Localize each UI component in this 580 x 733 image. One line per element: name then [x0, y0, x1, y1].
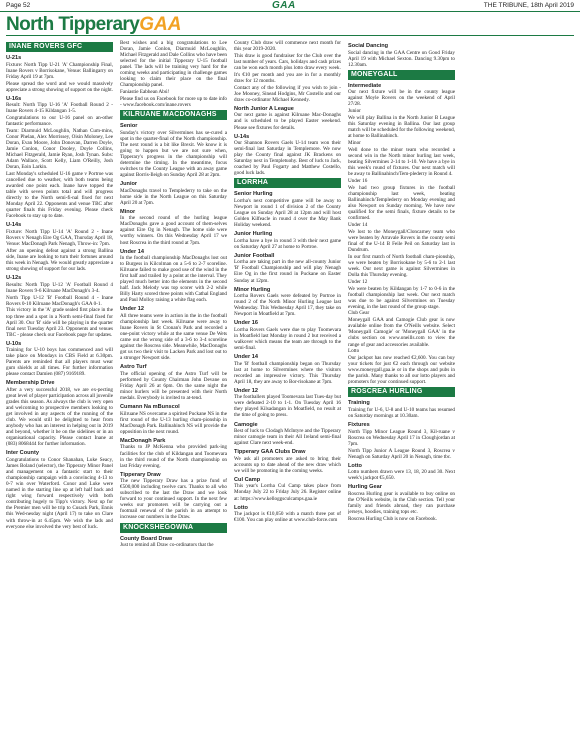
section-label: GAA — [272, 0, 296, 11]
article-paragraph: Training for U-10 boys has commenced and will take place on Mondays in CBS Field at 6.30pm. Parents are reminded that all players must wear gum shields at all times. For further information please contact Damien (087) 9169189. — [6, 347, 113, 378]
subheading: U-16s — [6, 95, 22, 102]
subheading: Camogie — [234, 421, 258, 428]
article-paragraph: Best of luck to Clodagh McIntyre and the Tipperary minor camogie team in their All Ireland semi-final against Clare next week-end. — [234, 428, 341, 447]
subheading: Under 14 — [120, 248, 144, 255]
article-paragraph: The jackpot is €10,050 with a match three pot of €100. You can play online at www.club-force.com — [234, 511, 341, 524]
subheading: Lotto — [234, 504, 248, 511]
article-paragraph: Sunday's victory over Silvermines has se-cured a spot in the quarter-final of the North championship. The next round is a bit like Brexit. We know it is going to happen but we are not sure when, Tipperary's progress in the championship will determine the timing. In the meantime, focus switches to the County League with an away game against Borris-Ileigh on Sunday April 28 at 2pm. — [120, 129, 227, 179]
article-paragraph: North Tipp Minor League Round 3, Kil-ruane v Roscrea on Wednesday April 17 in Cloughjordan at 7pm. — [348, 428, 455, 447]
article-paragraph: The 'B' football championship began on Thursday last at home to Silvermines where the visitors recorded an impressive victory. This Thursday April 18, they are away to Bor-risokane at 7pm. — [234, 360, 341, 385]
article-paragraph: After an opening defeat against a strong Ballina side, Inane are looking to turn their fortunes around this week in Nenagh. We would greatly appreciate a strong showing of support for our lads. — [6, 247, 113, 273]
article-paragraph: It's €10 per month and you are in for a monthly draw for 12 months. — [234, 71, 341, 84]
article-paragraph: Lotto numbers drawn were 13, 18, 20 and 30. Next week's jackpot €5,650. — [348, 469, 455, 482]
subheading: Astro Turf — [120, 364, 147, 371]
article-paragraph: Please spread the word and we would massively appreciate a strong showing of support on the night. — [6, 80, 113, 93]
article-paragraph: MacDonaghs travel to Templederry to take on the home side in the North League on this Saturday April 20 at 7pm. — [120, 187, 227, 206]
page-title — [6, 14, 574, 36]
article-paragraph: Lotto — [348, 348, 360, 355]
subheading: Minor — [120, 208, 136, 215]
news-column-1 — [6, 40, 113, 730]
news-column-3 — [234, 40, 341, 730]
news-column-4 — [348, 40, 455, 730]
news-column-2 — [120, 40, 227, 730]
page-title-main: North Tipperary — [6, 14, 140, 35]
page-header-bar — [0, 0, 580, 12]
club-section-heading: ROSCREA HURLING — [348, 387, 455, 397]
subheading: Cul Camp — [234, 476, 261, 483]
article-paragraph: Our next fixture will be in the county league against Moyle Rovers on the weekend of April 27/28. — [348, 89, 455, 108]
article-paragraph: Kilruane NS overcame a spirited Puckane NS in the first round of the U-13 hurling cham-pionship in MacDonagh Park. Ballinahinch NS will provide the opposition in the next round. — [120, 410, 227, 435]
article-paragraph: Social dancing in the GAA Centre on Good Friday April 19 with Michael Sexton. Dancing 9.30pm to 12.30am. — [348, 49, 455, 68]
article-paragraph: The official opening of the Astro Turf will be performed by County Chairman John Devane on Friday April 26 at 6pm. On the same night the minor hurlers will be presented with their North medals. Everybody is invited to at-tend. — [120, 370, 227, 402]
subheading: Hurling Gear — [348, 484, 382, 491]
article-paragraph: Lorrha have a bye in round 3 with their next game on Saturday April 27 at home to Portroe. — [234, 237, 341, 250]
article-paragraph: Faniastie Eabhean Abú! — [120, 89, 170, 96]
subheading: U-14s — [234, 133, 250, 140]
article-paragraph: Lorrha are taking part in the new all-county Junior 'B' Football Championship and will play Nenagh Eire Og in the first round in Puckane on Easter Sunday at 12pm. — [234, 259, 341, 284]
subheading: Under 12 — [120, 306, 144, 313]
article-paragraph: Congratulations to our U-16 panel on an-other fantastic performance. — [6, 115, 113, 128]
article-paragraph: The new Tipperary Draw has a prize fund of €500,000 including twelve cars. Thanks to all who subscribed to the last the Draw and we look forward to your continued support. In the next few weeks our promoters will be carrying out a footmail renewal of the parish in an attempt to increase our numbers in the Draw. — [120, 478, 227, 521]
subheading: Tipperary Draw — [120, 471, 161, 478]
club-section-heading: KNOCKSHEGOWNA — [120, 523, 227, 533]
subheading: Cumann Na mBunscol — [120, 404, 180, 411]
article-paragraph: We ask all promoters are asked to bring their accounts up to date ahead of the new draw which we will be promoting in the coming weeks. — [234, 455, 341, 474]
article-paragraph: Well done to the minor team who recorded a second win in the North minor hurling last week, beating Silvermines 2-14 to 1-10. We have a bye in this week's round of fixtures. Our next match will be away to Ballinahinch/Tem-plederry in Round 4. — [348, 146, 455, 178]
article-paragraph: Result: North Tipp U-16 'A' Football Round 2 - Inane Rovers 4-15 Kildangan 1-5. — [6, 102, 113, 115]
subheading: U-12s — [6, 275, 22, 282]
article-paragraph: Lorrha's next competitive game will be away to Newport in round 1 of division 2 of the County League on Sunday April 28 at 12pm and will host Golden Kilfeacle in round 4 over the May Bank Holiday weekend. — [234, 197, 341, 229]
article-paragraph: This year's Lorrha Cul Camp takes place from Monday July 22 to Friday July 26. Register online at: https://www.kelloggsculcamps.gaa.ie — [234, 483, 341, 502]
article-paragraph: County Club draw will commence next month for this year 2019-2020. — [234, 40, 341, 53]
article-paragraph: We will play Ballina in the North Junior B League this Saturday evening in Ballina. Our last group match will be scheduled for the following weekend, at home to Ballinahinch. — [348, 115, 455, 140]
article-paragraph: All three teams were in action in the in the football championship last week. Kilruane were away to Inane Rovers in St Cronan's Park and recorded a one-point victory while at the same venue De Wets came out the wrong side of a 3-6 to 3-4 scoreline against the Roscrea side. Meanwhile, MacDonaghs got us two their visit to Lacken Park and lost out to a stronger Newport side. — [120, 313, 227, 362]
page-title-accent: GAA — [139, 14, 182, 35]
article-paragraph: In the second round of the hurling league MacDonaghs gave a good account of them-selves against Eire Og in Nenagh. The home side were worthy winners. On this Wednesday April 17 we host Roscrea in the third round at 7pm. — [120, 215, 227, 246]
article-paragraph: The footballers played Toomevara last Tues-day but were defeated 2-10 to 1-1. On Tuesday April 16 they played Kilsadangan in Moatfield, no result at the time of going to press. — [234, 394, 341, 419]
club-section-heading: INANE ROVERS GFC — [6, 42, 113, 52]
article-paragraph: Club Gear — [348, 310, 370, 317]
article-paragraph: This draw is good fundraiser for the Club over the last number of years. Cars, holidays and cash prizes can be won each month plus lotto draw every week. — [234, 52, 341, 71]
subheading: Senior — [120, 123, 138, 130]
subheading: Social Dancing — [348, 43, 389, 49]
article-paragraph: In our first match of North football cham-pionship, we were beaten by Borrisokane by 5-6 to 2-1 last week. Our next game is against Silvermines in Dolla this Thursday evening. — [348, 253, 455, 278]
subheading: Under 16 — [234, 320, 258, 327]
article-paragraph: Results: North Tipp U-12 'A' Football Round 4 Inane Rovers 9-6 Kilruane MacDonagh's 3-4. — [6, 281, 113, 294]
subheading: Senior Hurling — [234, 191, 273, 198]
subheading: Junior Hurling — [234, 231, 273, 238]
article-paragraph: Moneygall GAA and Camogie Club gear is now available online from the O'Neills website. Select 'Moneygall Camogie' or 'Moneygall GAA' in the clubs section on www.oneills.com to view the range of gear and accessories available. — [348, 317, 455, 348]
subheading: County Board Draw — [120, 535, 173, 542]
subheading: Inter County — [6, 450, 39, 457]
page-number: Page 52 — [6, 2, 31, 9]
article-paragraph: Just to remind all Draw co-ordinators that the — [120, 542, 214, 549]
article-paragraph: Fixture: North Tipp U-21 'A' Championship Final, Inane Rovers v Borrisokane, Venue: Ballingarry on Friday April 19 at 7pm. — [6, 61, 113, 80]
article-paragraph: Roscrea Hurling Club is now on Facebook. — [348, 515, 437, 522]
article-paragraph: Under 12 — [348, 278, 368, 285]
article-paragraph: Lorrha Rovers Gaels were due to play Toomevara in Moatfield last Monday in round 2 but received a walkover which means the team are through to the semi-final. — [234, 326, 341, 351]
subheading: MacDonagh Park — [120, 437, 166, 444]
article-paragraph: Team: Diarmuid McLoughlin, Nathan Cum-mins, Conor Phelan, Alex Morrissey, Oisin Moloney, Lee Doran, Evan Moore, John Donovan, Darren Doyle, Jamie Conlon, Conor Dooley, Doyle Collins, Michael Fitzgerald, Jamie Ryan, Josh Tynan. Subs: Adam Wallace, Scott Kelly, Liam O'Reilly, Josh Doran, Eoin Larkin. — [6, 127, 113, 171]
article-paragraph: Our next game is against Kilruane Mac-Donaghs and is scheduled to be played Easter weekend. Please see fixtures for details. — [234, 112, 341, 131]
issue-date: THE TRIBUNE, 18th April 2019 — [483, 2, 574, 9]
article-paragraph: Training for U-6, U-8 and U-10 teams has resumed on Saturday mornings at 10.30am. — [348, 407, 455, 420]
subheading: Tipperary GAA Clubs Draw — [234, 449, 306, 456]
club-section-heading: MONEYGALL — [348, 70, 455, 80]
article-paragraph: Junior — [348, 108, 361, 115]
article-paragraph: Roscrea Hurling gear is available to buy online on the O'Neills website, in the Club section. Tell your family and friends abroad, they can purchase jerseys, hoodies, training tops etc. — [348, 490, 455, 516]
article-paragraph: Please find us on Facebook for more up to date info - www.facebook.com/inane.rovers — [120, 96, 227, 109]
subheading: Under 14 — [234, 354, 258, 361]
club-section-heading: LORRHA — [234, 178, 341, 188]
article-paragraph: We were beaten by Kildangan by 1-7 to 0-6 in the football championship last week. Our next match was due to be against Silvermines on Tuesday evening, in the last round of the group stage. — [348, 285, 455, 310]
article-paragraph: North Tipp U-12 'B' Football Round 4 - Inane Rovers 0-10 Kilruane MacDonagh's GAA 0-1. — [6, 294, 113, 307]
subheading: U-10s — [6, 340, 22, 347]
club-section-heading: KILRUANE MACDONAGHS — [120, 110, 227, 120]
subheading: North Junior A League — [234, 105, 294, 112]
article-paragraph: Congratulations to Conor Shanahan, Luke Seacy, James Boland (selector), the Tipperary Minor Panel and management on a fantastic start to their championship campaign with a convincing 4-13 to 0-7 win over Waterford. Conor and Luke were named in the starting line up at left half back and right wing forward respectively with both contributing hugely to Tipp's victory. Next up for the Premier men will be trip to Cusack Park, Ennis this Wed-nesday night (April 17) to take on Clare with throw-in at 6.45pm. We wish the lads and everyone else involved the very best of luck. — [6, 457, 113, 530]
subheading: Intermediate — [348, 82, 382, 89]
subheading: Junior Football — [234, 252, 275, 259]
article-paragraph: Our Shannon Rovers Gaels U-14 team won their semi-final last Saturday in Templemore. We now play the County final against JK Brackens on Saturday next in Templetuohy. Best of luck to Jack, coached by Paul Fogarty and Matthew Costello, good luck lads. — [234, 140, 341, 177]
subheading: U-21s — [6, 55, 22, 62]
article-paragraph: Best wishes and a big congratulations to Lee Doran, Jamie Conlon, Diarmuid McLoughlin, Michael Fitzgerald and Dale Collins who have been selected for the initial Tipperary U-15 football panel. The lads will be training very hard for the coming weeks and participating in challenge games looking to claim their place on the final Championship panel. — [120, 40, 227, 89]
subheading: Fixtures — [348, 422, 370, 429]
subheading: Junior — [120, 181, 138, 188]
subheading: Training — [348, 400, 370, 407]
article-paragraph: Under 14 — [348, 221, 368, 228]
article-paragraph: We had two group fixtures in the football championship last week, beating Ballinahinch/Templederry on Monday evening and also Newport on Sunday morning. We have now qualified for the semi finals, fixture details to be confirmed. — [348, 184, 455, 221]
article-paragraph: Our jackpot has now reached €2,600. You can buy your tickets for just €2 each through our website www.moneygall.gaa.ie or in the shops and pubs in the parish. Many thanks to all our lotto players and promoters for your continued support. — [348, 355, 455, 386]
article-paragraph: Last Monday's scheduled U-16 game v Portroe was cancelled due to weather, with both teams being awarded one point each. Inane have topped the table with seven points total and will progress directly to the North semi-fi-nal fixed for next Monday April 22. Opponents and venue TBC after quarter finals this Friday evening. Please check Facebook to stay up to date. — [6, 171, 113, 220]
article-paragraph: Minor — [348, 140, 361, 147]
article-paragraph: North Tipp Junior A League Round 3, Roscrea v Nenagh on Saturday April 20 in Nenagh, time tbc. — [348, 447, 455, 460]
article-paragraph: This victory in the 'A' grade sealed first place in the top three and a spot in a North semi-final fixed for April 30. Our 'B' side will be playing in the quarter final next Tuesday April 23. Opponents and venues TBC - please check our Facebook page for updates. — [6, 307, 113, 338]
subheading: U-14s — [6, 222, 22, 229]
article-paragraph: Under 16 — [348, 177, 368, 184]
article-paragraph: Thanks to JP McKenna who provided park-ing facilities for the club of Kildangan and Toomevara in the third round of the North championship on last Friday evening. — [120, 444, 227, 469]
article-paragraph: After a very successful 2018, we are ex-pecting great level of player participation across all juvenile grades this season. As always the club is very open and welcoming to prospective members looking to get involved in any aspects of the running of the club. We would still be delighted to hear from anybody who has an interest in helping out in 2019 and beyond, whether it be on the sidelines or in an organisational capacity. Please contact Inane at (083) 8068444 for further information. — [6, 387, 113, 448]
subheading: Membership Drive — [6, 380, 55, 387]
article-paragraph: In the football championship MacDonaghs lost out to Burgess in Kilcolman on a 5-6 to 2-7 scoreline. Kilruane failed to make good use of the wind in the first half and trailed by a point at the interval. They played much better into the elements in the second half. Jack Melody was top scorer with 2-2 while Billy Harty scored three points with Cathal England and Paul Molloy raising a white flag each. — [120, 255, 227, 304]
subheading: Under 12 — [234, 387, 258, 394]
article-paragraph: We lost to the Moneygall/Cloncarney team who were beaten by Arravale Rovers in the county semi final of the U-14 B Feile Peil on Saturday last in Dundrum. — [348, 228, 455, 253]
subheading: Minor Hurling — [234, 286, 271, 293]
article-paragraph: Fixture: North Tipp U-14 'A' Round 2 - Inane Rovers v Nenagh Eire Og GAA, Thursday April 18, Venue: MacDonagh Park Nenagh, Throw-in: 7pm. — [6, 229, 113, 248]
subheading: Lotto — [348, 462, 362, 469]
article-paragraph: Contact any of the following if you wish to join - Joe Mooney, Sinead Hodgins, Mr Costello and our draw co-ordinator Michael Kennedy. — [234, 84, 341, 103]
article-paragraph: Lorrha Rovers Gaels were defeated by Portroe in round 2 of the North Minor Hurling League last Wednesday. This Wednesday April 17, they take on Newport in Moatfield at 7pm. — [234, 293, 341, 318]
